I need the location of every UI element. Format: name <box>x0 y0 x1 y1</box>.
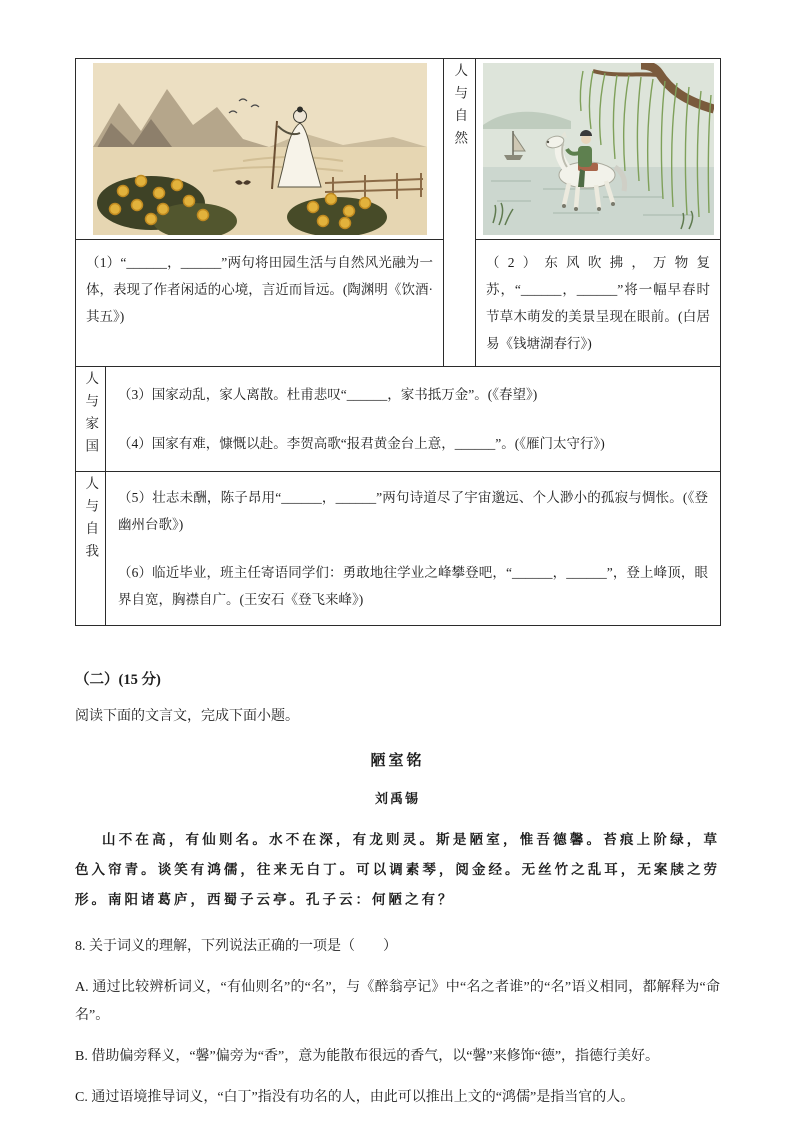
item-q2-cell <box>476 240 721 367</box>
theme-family-cell <box>76 367 106 472</box>
dictation-item-6: （6）临近毕业，班主任寄语同学们：勇敢地往学业之峰攀登吧，“______，______”，登上峰顶，眼界自宽，胸襟自广。(王安石《登飞来峰》) <box>118 565 708 608</box>
items-q5-q6-cell <box>106 471 721 626</box>
reading-instruction: 阅读下面的文言文，完成下面小题。 <box>75 709 299 725</box>
dictation-item-4: （4）国家有难，慷慨以赴。李贺高歌“报君黄金台上意，______”。(《雁门太守行》) <box>118 435 605 451</box>
painting-cell-left <box>76 59 444 240</box>
table-row-family <box>76 367 721 472</box>
dictation-item-5: （5）壮志未酬，陈子昂用“______，______”两句诗道尽了宇宙邈远、个人渺小的孤寂与惆怅。(《登幽州台歌》) <box>118 489 708 532</box>
theme-family-label: 人与家国 <box>83 371 99 461</box>
theme-self-label: 人与自我 <box>83 475 99 566</box>
section-two-heading: （二）(15 分) <box>75 672 161 689</box>
table-row-nature-items <box>76 240 721 367</box>
items-q3-q4-cell <box>106 367 721 472</box>
poetry-dictation-table <box>75 58 721 626</box>
passage-author: 刘禹锡 <box>374 791 420 807</box>
question-8-option-a: A. 通过比较辨析词义，“有仙则名”的“名”，与《醉翁亭记》中“名之者谁”的“名”语义相同，都解释为“命名”。 <box>75 979 720 1023</box>
theme-nature-label: 人与自然 <box>452 63 468 153</box>
theme-nature-cell <box>444 59 476 367</box>
question-8-option-b: B. 借助偏旁释义，“馨”偏旁为“香”，意为能散布很远的香气，以“馨”来修饰“德”，指德行美好。 <box>75 1048 660 1064</box>
dictation-item-2: （2）东风吹拂，万物复苏，“______，______”将一幅早春时节草木萌发的美景呈现在眼前。(白居易《钱塘湖春行》) <box>486 255 710 351</box>
question-8-stem: 8. 关于词义的理解，下列说法正确的一项是（ ） <box>75 939 397 955</box>
question-8-option-c: C. 通过语境推导词义，“白丁”指没有功名的人，由此可以推出上文的“鸿儒”是指当官的人。 <box>75 1089 635 1105</box>
item-q1-cell <box>76 240 444 367</box>
passage-title: 陋室铭 <box>370 753 425 770</box>
pastoral-painting-image <box>93 63 427 235</box>
theme-self-cell <box>76 471 106 626</box>
table-row-paintings <box>76 59 721 240</box>
dictation-item-3: （3）国家动乱，家人离散。杜甫悲叹“______，家书抵万金”。(《春望》) <box>118 387 538 402</box>
classical-passage-text: 山不在高，有仙则名。水不在深，有龙则灵。斯是陋室，惟吾德馨。苔痕上阶绿，草色入帘青。谈笑有鸿儒，往来无白丁。可以调素琴，阅金经。无丝竹之乱耳，无案牍之劳形。南阳诸葛庐，西蜀子云亭。孔子云：何陋之有？ <box>75 832 720 907</box>
dictation-item-1: （1）“______，______”两句将田园生活与自然风光融为一体，表现了作者闲适的心境，言近而旨远。(陶渊明《饮酒·其五》) <box>86 255 433 324</box>
painting-cell-right <box>476 59 721 240</box>
table-row-self <box>76 471 721 626</box>
horse-rider-painting-image <box>483 63 714 235</box>
